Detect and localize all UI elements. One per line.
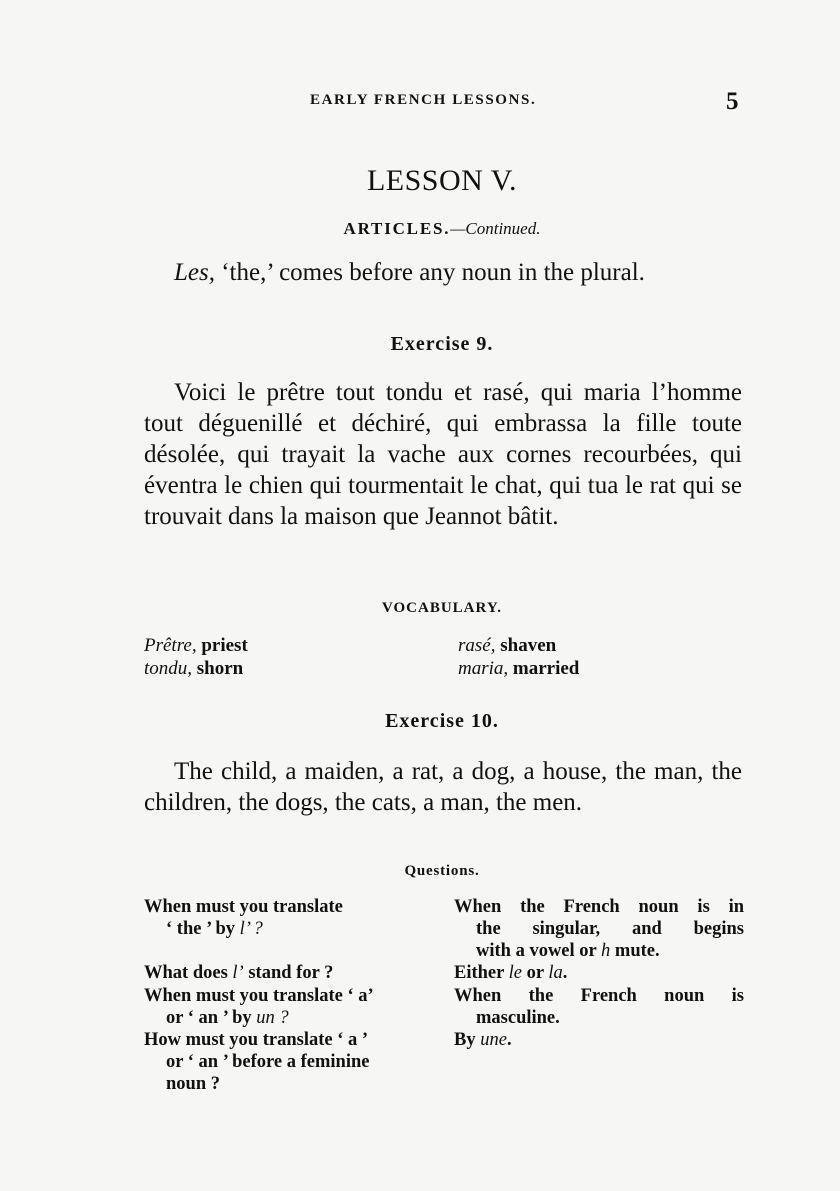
question-line: When must you translate xyxy=(144,897,343,917)
answer-text: . xyxy=(506,1030,512,1050)
exercise-9-heading: Exercise 9. xyxy=(390,333,494,355)
question-text: What does xyxy=(144,963,233,983)
lesson-title: LESSON V. xyxy=(366,164,518,197)
answer-italic: le xyxy=(508,963,523,983)
vocabulary-heading: VOCABULARY. xyxy=(381,600,503,616)
question-italic: l’ xyxy=(232,963,244,983)
question-text: or ‘ an ’ by xyxy=(166,1008,257,1028)
exercise-9-text xyxy=(144,377,742,532)
question-line: When must you translate ‘ a’ xyxy=(144,986,374,1006)
answer-text: or xyxy=(522,963,549,983)
vocab-entry xyxy=(458,657,579,680)
vocabulary-right-column xyxy=(458,634,579,680)
vocab-entry xyxy=(458,634,579,657)
question-3 xyxy=(144,985,436,1029)
question-4 xyxy=(144,1029,436,1095)
vocab-word: tondu, xyxy=(144,658,193,679)
answer-line xyxy=(454,962,744,984)
questions-heading: Questions. xyxy=(404,863,480,879)
exercise-10-text xyxy=(144,756,742,818)
answer-text: Either xyxy=(454,963,509,983)
answer-2 xyxy=(454,962,744,984)
lesson-subtitle xyxy=(0,219,840,239)
running-title: EARLY FRENCH LESSONS. xyxy=(310,92,537,108)
question-italic: un ? xyxy=(256,1008,289,1028)
question-line: How must you translate ‘ a ’ xyxy=(144,1030,369,1050)
answer-1 xyxy=(454,896,744,962)
question-1 xyxy=(144,896,436,940)
answer-3 xyxy=(454,985,744,1029)
vocab-entry xyxy=(144,634,248,657)
answer-line: the singular, and begins xyxy=(476,919,744,939)
exercise-9-body: Voici le prêtre tout tondu et rasé, qui maria l’homme tout déguenillé et déchiré, qui embrassa la fille toute désolée, qui trayait la vache aux cornes recourbées, qui éventra le chien qui tourmentait le chat, qui tua le rat qui se trouvait dans la maison que Jeannot bâtit. xyxy=(144,379,742,530)
vocab-word: maria, xyxy=(458,658,509,679)
question-line: noun ? xyxy=(166,1074,220,1094)
intro-rest: ‘the,’ comes before any noun in the plural. xyxy=(214,259,645,286)
answer-line xyxy=(454,940,744,962)
answer-italic: h xyxy=(601,941,611,961)
vocab-meaning: shorn xyxy=(192,658,244,679)
answer-italic: une xyxy=(480,1030,507,1050)
answer-text: with a vowel or xyxy=(476,941,602,961)
answer-text: By xyxy=(454,1030,481,1050)
question-2 xyxy=(144,962,436,984)
vocab-word: rasé, xyxy=(458,635,496,656)
answer-line: When the French noun is xyxy=(454,986,744,1006)
question-line xyxy=(144,1007,436,1029)
subtitle-continued: —Continued. xyxy=(450,219,541,238)
intro-term: Les, xyxy=(174,259,215,286)
intro-paragraph xyxy=(144,257,742,288)
question-text: stand for ? xyxy=(243,963,334,983)
vocab-word: Prêtre, xyxy=(144,635,197,656)
question-line: or ‘ an ’ before a feminine xyxy=(166,1052,370,1072)
vocab-meaning: shaven xyxy=(495,635,557,656)
answer-text: . xyxy=(562,963,568,983)
page-number: 5 xyxy=(726,88,739,115)
answer-line xyxy=(454,1029,744,1051)
answer-text: mute. xyxy=(610,941,660,961)
question-text: ‘ the ’ by xyxy=(166,919,240,939)
exercise-10-body: The child, a maiden, a rat, a dog, a house, the man, the children, the dogs, the cats, a man, the men. xyxy=(144,758,742,816)
answer-italic: la xyxy=(548,963,563,983)
exercise-10-heading: Exercise 10. xyxy=(385,710,499,732)
running-head xyxy=(0,88,840,116)
vocab-meaning: married xyxy=(508,658,580,679)
question-italic: l’ ? xyxy=(239,919,263,939)
answer-4 xyxy=(454,1029,744,1051)
answer-line: When the French noun is in xyxy=(454,897,744,917)
vocab-meaning: priest xyxy=(196,635,248,656)
vocabulary-left-column xyxy=(144,634,248,680)
question-line xyxy=(144,962,436,984)
vocab-entry xyxy=(144,657,248,680)
question-line xyxy=(144,918,436,940)
subtitle-word: ARTICLES. xyxy=(343,219,451,238)
answer-line: masculine. xyxy=(476,1008,560,1028)
